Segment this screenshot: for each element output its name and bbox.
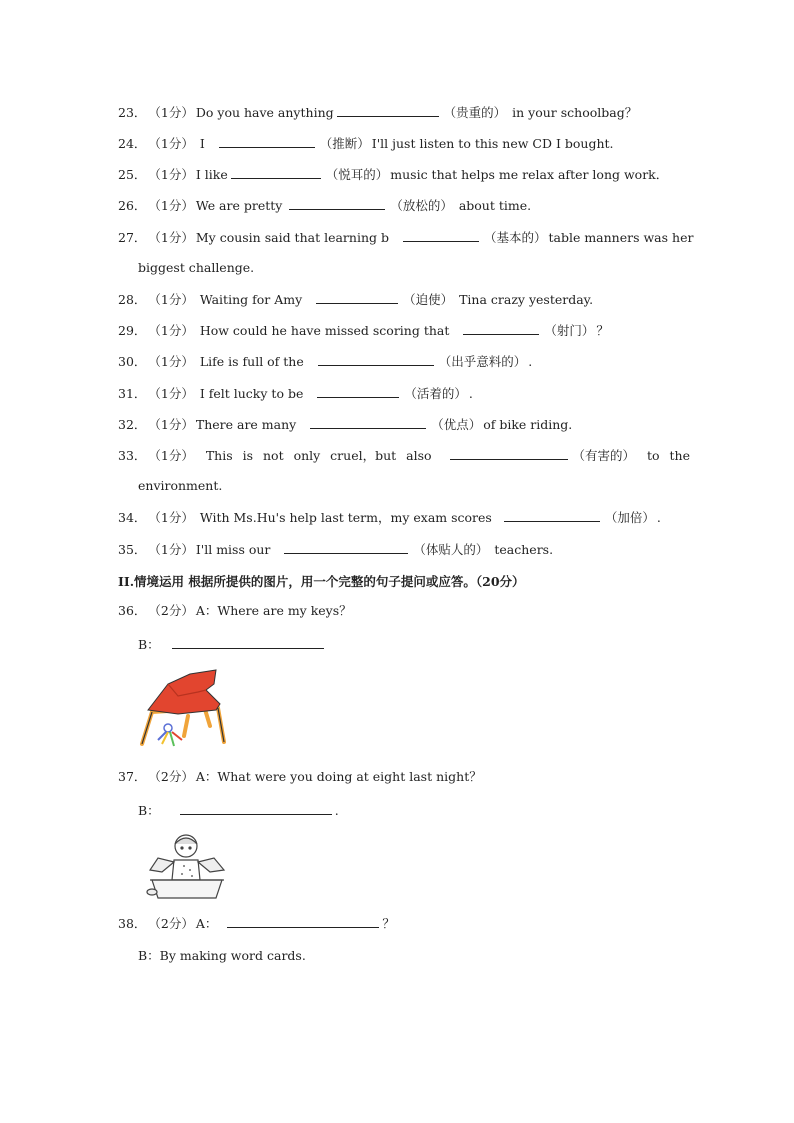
question-25: 25． （1分） I like （悦耳的） music that helps me relax after long work．	[118, 167, 669, 182]
answer-blank-24[interactable]	[219, 135, 315, 148]
question-36: 36． （2分） A：Where are my keys？	[118, 603, 352, 618]
question-24: 24． （1分） I （推断） I'll just listen to this new CD I bought.	[118, 136, 614, 151]
answer-blank-25[interactable]	[231, 166, 321, 179]
boy-washing-clothes-illustration	[144, 830, 228, 902]
answer-blank-23[interactable]	[337, 104, 439, 117]
question-23: 23． （1分） Do you have anything （贵重的） in your schoolbag？	[118, 105, 638, 120]
answer-line-36: B：	[138, 635, 327, 653]
answer-blank-29[interactable]	[463, 322, 539, 335]
question-31: 31． （1分） I felt lucky to be （活着的） .	[118, 386, 473, 401]
section-heading: II.情境运用 根据所提供的图片，用一个完整的句子提问或应答。（20分）	[118, 574, 525, 589]
answer-blank-36[interactable]	[172, 636, 324, 649]
answer-blank-26[interactable]	[289, 197, 385, 210]
question-33: 33． （1分） This is not only cruel，but also （有害的） to the	[118, 448, 690, 463]
question-34: 34． （1分） With Ms.Hu's help last term，my exam scores （加倍） .	[118, 510, 661, 525]
question-28: 28． （1分） Waiting for Amy （迫使） Tina crazy yesterday.	[118, 292, 594, 307]
answer-blank-32[interactable]	[310, 416, 426, 429]
answer-blank-38[interactable]	[227, 915, 379, 928]
answer-blank-30[interactable]	[318, 353, 434, 366]
answer-blank-34[interactable]	[504, 509, 600, 522]
question-27: 27． （1分） My cousin said that learning b （基本的）table manners was her	[118, 230, 694, 245]
answer-line-37: B： .	[138, 803, 339, 818]
answer-line-38: B：By making word cards.	[138, 948, 306, 963]
answer-blank-31[interactable]	[317, 385, 399, 398]
question-26: 26． （1分） We are pretty （放松的） about time.	[118, 198, 532, 213]
question-29: 29． （1分） How could he have missed scoring that （射门） ？	[118, 323, 609, 338]
question-30: 30． （1分） Life is full of the （出乎意料的） .	[118, 354, 533, 369]
question-35: 35． （1分） I'll miss our （体贴人的） teachers.	[118, 542, 554, 557]
question-27-continuation: biggest challenge.	[138, 260, 255, 275]
question-32: 32． （1分） There are many （优点）of bike riding.	[118, 417, 573, 432]
question-33-continuation: environment.	[138, 478, 223, 493]
answer-blank-33[interactable]	[450, 447, 568, 460]
answer-blank-28[interactable]	[316, 291, 398, 304]
chair-with-keys-illustration	[138, 666, 230, 750]
keys-icon	[158, 724, 182, 746]
answer-blank-27[interactable]	[403, 229, 479, 242]
answer-blank-35[interactable]	[284, 541, 408, 554]
answer-blank-37[interactable]	[180, 802, 332, 815]
question-37: 37． （2分） A：What were you doing at eight last night？	[118, 769, 482, 784]
question-38: 38． （2分） A： ？	[118, 916, 395, 931]
